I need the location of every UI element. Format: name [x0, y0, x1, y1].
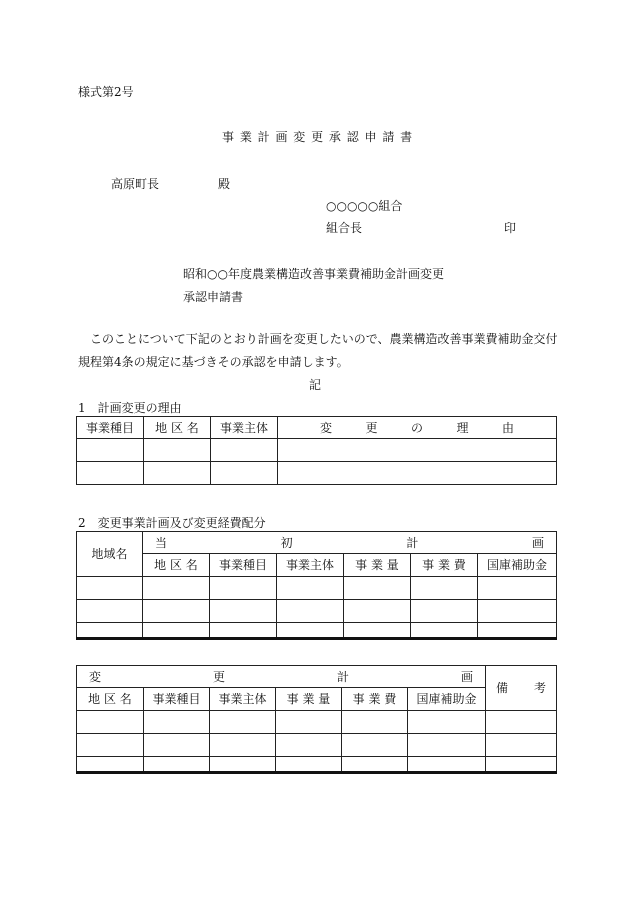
header-project-cost: 事 業 費: [411, 554, 478, 577]
form-number: 様式第2号: [78, 85, 134, 99]
header-district-name: 地 区 名: [144, 417, 211, 439]
document-title: 事 業 計 画 変 更 承 認 申 請 書: [222, 130, 414, 144]
header-changed-plan: 変 更 計 画: [77, 666, 486, 688]
section2-heading: 2 変更事業計画及び変更経費配分: [78, 516, 266, 530]
header-project-entity: 事業主体: [211, 417, 278, 439]
header-national-subsidy: 国庫補助金: [408, 688, 486, 711]
seal-mark: 印: [504, 221, 517, 235]
header-project-type: 事業種目: [77, 417, 144, 439]
ki-marker: 記: [309, 378, 322, 392]
header-project-type: 事業種目: [144, 688, 210, 711]
body-line-1: このことについて下記のとおり計画を変更したいので、農業構造改善事業費補助金交付: [90, 332, 558, 346]
table-row: [77, 711, 557, 734]
header-project-type: 事業種目: [210, 554, 277, 577]
subject-line-1: 昭和○○年度農業構造改善事業費補助金計画変更: [183, 267, 444, 281]
table-row: [77, 734, 557, 757]
honorific: 殿: [218, 177, 231, 191]
table-row: [77, 623, 557, 639]
header-project-volume: 事 業 量: [276, 688, 342, 711]
organization-name: ○○○○○組合: [326, 199, 403, 213]
header-project-cost: 事 業 費: [342, 688, 408, 711]
body-line-2: 規程第4条の規定に基づきその承認を申請します。: [78, 355, 349, 369]
header-district-name: 地 区 名: [77, 688, 144, 711]
table-row: [77, 757, 557, 773]
header-national-subsidy: 国庫補助金: [478, 554, 557, 577]
header-project-volume: 事 業 量: [344, 554, 411, 577]
header-region-name: 地域名: [77, 532, 143, 577]
subject-line-2: 承認申請書: [183, 290, 244, 304]
header-change-reason: 変 更 の 理 由: [278, 417, 557, 439]
header-project-entity: 事業主体: [277, 554, 344, 577]
table-row: [77, 577, 557, 600]
reason-table: [76, 416, 557, 485]
header-district-name: 地 区 名: [143, 554, 210, 577]
header-original-plan: 当 初 計 画: [143, 532, 557, 554]
original-plan-table: [76, 531, 557, 640]
table-row: [77, 600, 557, 623]
organization-head: 組合長: [326, 221, 363, 235]
table-row: [77, 439, 557, 462]
table-row: [77, 462, 557, 485]
header-remarks: 備 考: [486, 666, 557, 711]
header-project-entity: 事業主体: [210, 688, 276, 711]
addressee: 高原町長: [111, 177, 160, 191]
section1-heading: 1 計画変更の理由: [78, 401, 182, 415]
changed-plan-table: [76, 665, 557, 774]
